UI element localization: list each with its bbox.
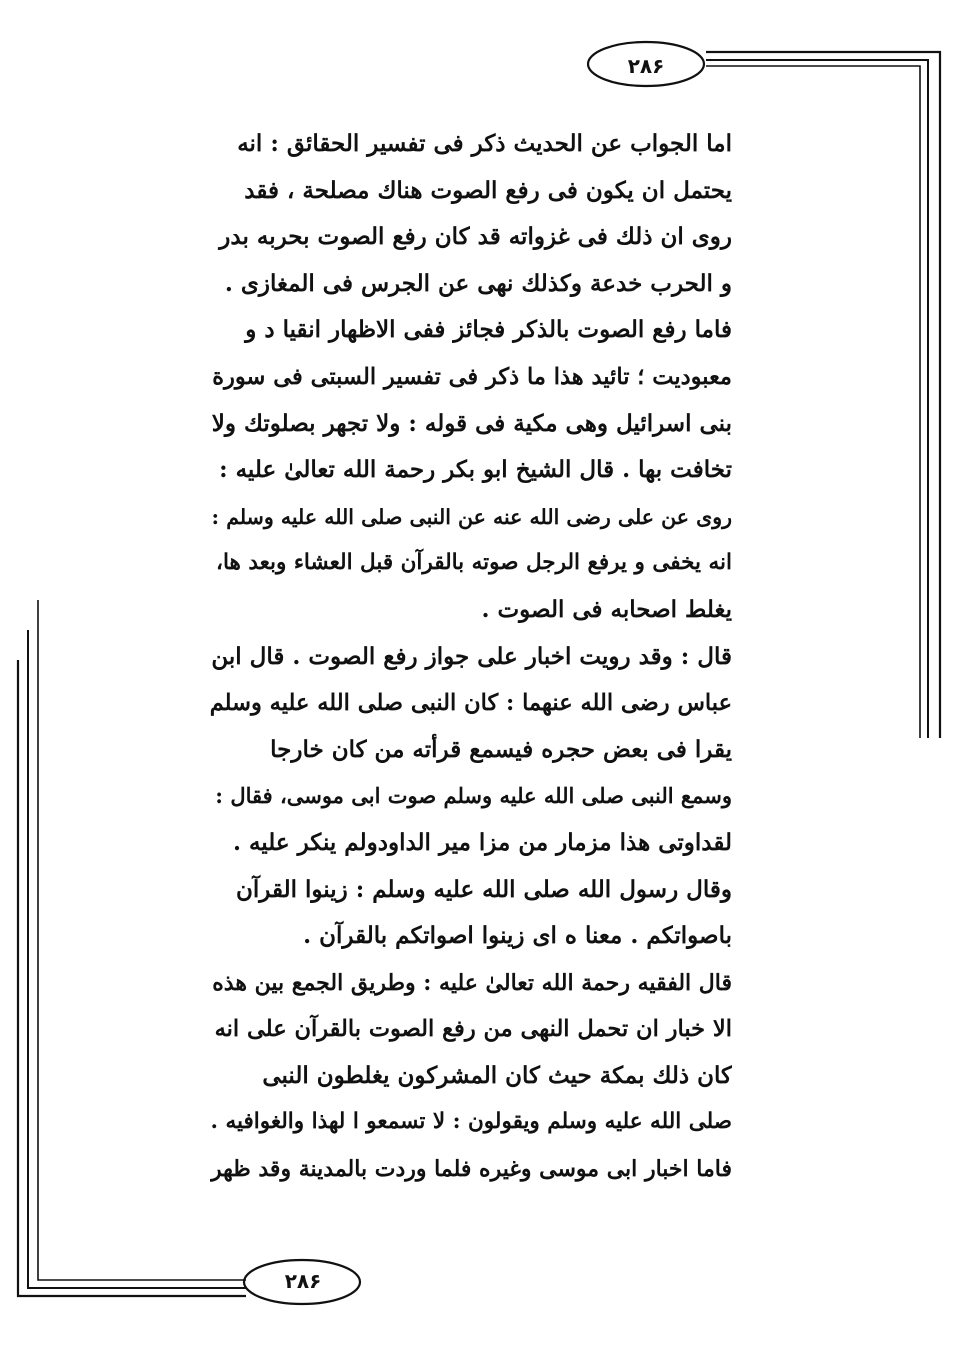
text-line: فاما اخبار ابى موسى وغيره فلما وردت بالمدينة وقد ظهر [210,1156,732,1183]
text-line: قال الفقيه رحمة الله تعالىٰ عليه : وطريق الجمع بين هذه [212,969,732,996]
text-line: تخافت بها . قال الشيخ ابو بكر رحمة الله تعالىٰ عليه : [219,456,732,484]
page-number-top: ۲۸۶ [627,54,665,78]
text-line: يغلط اصحابه فى الصوت . [481,595,732,623]
body-text [210,121,732,1193]
text-line: روى ان ذلك فى غزواته قد كان رفع الصوت بحربه بدر [219,223,732,251]
text-line: بنى اسرائيل وهى مكية فى قوله : ولا تجهر بصلوتك ولا [211,409,732,437]
text-line: معبوديت ؛ تائيد هذا ما ذكر فى تفسير السبتى فى سورة [212,363,732,390]
text-line: وسمع النبى صلى الله عليه وسلم صوت ابى موسى، فقال : [215,783,732,809]
text-line: انه يخفى و يرفع الرجل صوته بالقرآن قبل العشاء وبعد ها، [216,550,732,576]
text-line: كان ذلك بمكة حيث كان المشركون يغلطون النبى [262,1061,732,1089]
text-line: يقرا فى بعض حجره فيسمع قرأته من كان خارجا [270,735,732,763]
text-line: و الحرب خدعة وكذلك نهى عن الجرس فى المغازى . [224,269,732,297]
text-line: يحتمل ان يكون فى رفع الصوت هناك مصلحة ، فقد [244,176,732,204]
frame-top-right-outer [706,52,940,738]
frame-top-right-inner [706,60,928,738]
text-line: صلى الله عليه وسلم ويقولون : لا تسمعو ا لهذا والغوافيه . [210,1109,732,1135]
frame-top-right-inner2 [706,66,920,738]
text-line: قال : وقد رويت اخبار على جواز رفع الصوت . قال ابن [211,642,732,670]
text-line: فاما رفع الصوت بالذكر فجائز ففى الاظهار انقيا د و [245,316,732,344]
text-line: عباس رضى الله عنهما : كان النبى صلى الله عليه وسلم [210,690,732,717]
text-line: وقال رسول الله صلى الله عليه وسلم : زينوا القرآن [236,875,732,903]
text-line: باصواتكم . معنا ه اى زينوا اصواتكم بالقرآن . [303,922,732,950]
text-line: اما الجواب عن الحديث ذكر فى تفسير الحقائق : انه [237,130,732,157]
text-line: لقداوتى هذا مزمار من مزا مير الداودولم ينكر عليه . [232,828,732,856]
text-line: روى عن على رضى الله عنه عن النبى صلى الله عليه وسلم : [211,504,732,529]
text-line: الا خبار ان تحمل النهى من رفع الصوت بالقرآن على انه [214,1016,732,1043]
page-number-bottom: ۲۸۶ [284,1269,322,1293]
